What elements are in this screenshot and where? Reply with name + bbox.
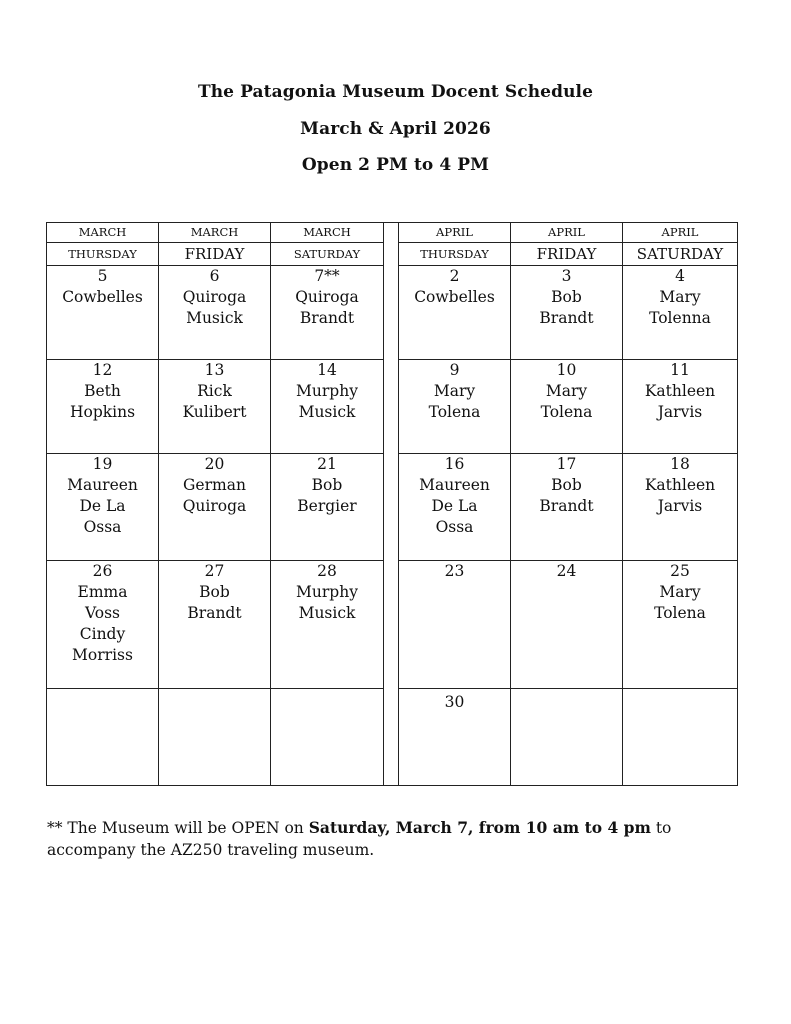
docent-name: Hopkins <box>69 403 136 421</box>
docent-name: Ossa <box>83 518 122 536</box>
docent-name: Murphy <box>296 583 358 601</box>
docent-name: Quiroga <box>182 288 247 306</box>
date-number: 6 <box>209 267 220 285</box>
docent-name: Cowbelles <box>62 288 143 306</box>
museum-hours: Open 2 PM to 4 PM <box>301 155 490 175</box>
date-number: 5 <box>97 267 108 285</box>
day-cell <box>159 689 271 786</box>
date-number: 7** <box>314 267 340 285</box>
footnote-text: to accompany the AZ250 traveling museum. <box>47 819 672 859</box>
date-number: 30 <box>444 693 465 711</box>
weekday-header: SATURDAY <box>623 243 738 266</box>
page-title: The Patagonia Museum Docent Schedule <box>197 82 594 102</box>
date-number: 21 <box>317 455 337 473</box>
docent-name: Jarvis <box>657 403 703 421</box>
date-number: 26 <box>92 562 113 580</box>
date-number: 16 <box>444 455 465 473</box>
date-number: 2 <box>449 267 460 285</box>
docent-schedule-table <box>46 222 738 786</box>
date-number: 17 <box>556 455 577 473</box>
date-number: 9 <box>449 361 460 379</box>
date-number: 11 <box>670 361 690 379</box>
docent-name: Bergier <box>297 497 357 515</box>
day-cell <box>271 266 384 360</box>
docent-name: Brandt <box>539 497 594 515</box>
day-cell <box>159 561 271 689</box>
docent-name: Mary <box>545 382 588 400</box>
month-header: APRIL <box>623 223 738 243</box>
docent-name: De La <box>79 497 126 515</box>
date-number: 25 <box>670 562 690 580</box>
day-cell <box>47 454 159 561</box>
date-number: 10 <box>556 361 577 379</box>
docent-name: Quiroga <box>182 497 247 515</box>
day-cell <box>47 360 159 454</box>
day-cell <box>511 266 623 360</box>
docent-name: Emma <box>77 583 128 601</box>
day-cell <box>271 561 384 689</box>
day-cell <box>399 689 511 786</box>
day-cell <box>511 689 623 786</box>
docent-name: De La <box>431 497 478 515</box>
day-cell <box>159 454 271 561</box>
date-number: 4 <box>675 267 685 285</box>
date-number: 27 <box>204 562 225 580</box>
day-cell <box>47 561 159 689</box>
day-cell <box>159 360 271 454</box>
day-cell <box>511 454 623 561</box>
date-number: 14 <box>317 361 337 379</box>
docent-name: Beth <box>84 382 121 400</box>
docent-name: Cowbelles <box>414 288 495 306</box>
docent-name: Voss <box>84 604 120 622</box>
month-divider <box>384 223 399 786</box>
day-cell <box>271 689 384 786</box>
docent-name: Kathleen <box>644 382 716 400</box>
docent-name: Tolena <box>540 403 593 421</box>
date-number: 19 <box>92 455 113 473</box>
docent-name: Morriss <box>72 646 133 664</box>
month-header: APRIL <box>511 223 623 243</box>
docent-name: Musick <box>298 403 356 421</box>
docent-name: German <box>183 476 246 494</box>
date-number: 20 <box>204 455 225 473</box>
schedule-period: March & April 2026 <box>300 119 491 139</box>
day-cell <box>399 360 511 454</box>
docent-name: Jarvis <box>657 497 703 515</box>
docent-name: Maureen <box>67 476 138 494</box>
docent-name: Kathleen <box>644 476 716 494</box>
day-cell <box>399 454 511 561</box>
day-cell <box>623 266 738 360</box>
docent-name: Maureen <box>419 476 490 494</box>
date-number: 13 <box>204 361 225 379</box>
footnote-text: ** The Museum will be OPEN on <box>47 819 309 837</box>
docent-name: Tolena <box>428 403 481 421</box>
weekday-header: SATURDAY <box>271 243 384 266</box>
docent-name: Brandt <box>539 309 594 327</box>
footnote <box>47 817 757 861</box>
date-number: 28 <box>317 562 337 580</box>
day-cell <box>399 561 511 689</box>
day-cell <box>623 454 738 561</box>
month-header: APRIL <box>399 223 511 243</box>
docent-name: Mary <box>433 382 476 400</box>
docent-name: Bob <box>199 583 230 601</box>
day-cell <box>623 360 738 454</box>
docent-name: Brandt <box>299 309 355 327</box>
day-cell <box>511 360 623 454</box>
footnote-emphasis: Saturday, March 7, from 10 am to 4 pm <box>308 818 651 837</box>
weekday-header: THURSDAY <box>47 243 159 266</box>
month-header: MARCH <box>159 223 271 243</box>
docent-name: Cindy <box>79 625 126 643</box>
month-header-row <box>47 223 738 243</box>
docent-name: Mary <box>659 288 701 306</box>
docent-name: Kulibert <box>182 403 247 421</box>
weekday-header: FRIDAY <box>159 243 271 266</box>
day-cell <box>271 454 384 561</box>
docent-name: Quiroga <box>295 288 359 306</box>
day-cell <box>271 360 384 454</box>
date-number: 3 <box>561 267 572 285</box>
docent-name: Bob <box>311 476 343 494</box>
docent-name: Tolena <box>654 604 706 622</box>
date-number: 24 <box>556 562 577 580</box>
day-cell <box>623 561 738 689</box>
date-number: 18 <box>670 455 690 473</box>
docent-name: Mary <box>659 583 701 601</box>
docent-name: Murphy <box>296 382 358 400</box>
day-cell <box>47 689 159 786</box>
docent-name: Tolenna <box>649 309 711 327</box>
weekday-header: FRIDAY <box>511 243 623 266</box>
docent-name: Ossa <box>435 518 474 536</box>
day-cell <box>159 266 271 360</box>
docent-name: Musick <box>298 604 356 622</box>
docent-name: Bob <box>551 476 582 494</box>
day-cell <box>399 266 511 360</box>
docent-name: Brandt <box>187 604 242 622</box>
date-number: 12 <box>92 361 113 379</box>
weekday-header: THURSDAY <box>399 243 511 266</box>
date-number: 23 <box>444 562 465 580</box>
day-cell <box>511 561 623 689</box>
docent-name: Musick <box>186 309 243 327</box>
day-cell <box>47 266 159 360</box>
docent-name: Bob <box>551 288 582 306</box>
month-header: MARCH <box>47 223 159 243</box>
month-header: MARCH <box>271 223 384 243</box>
docent-name: Rick <box>197 382 232 400</box>
day-cell <box>623 689 738 786</box>
